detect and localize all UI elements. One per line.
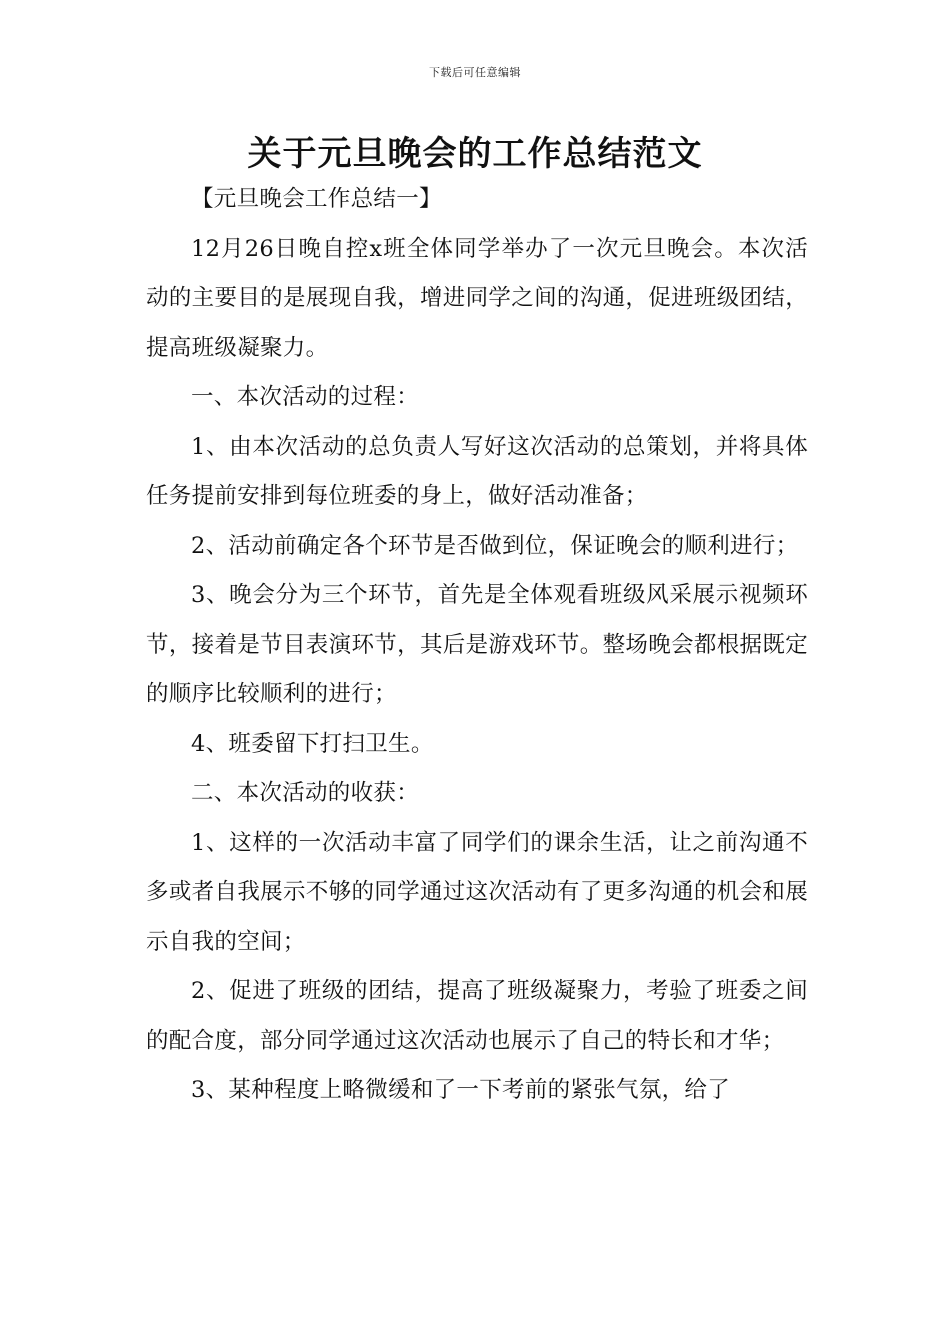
list-item: 3、某种程度上略微缓和了一下考前的紧张气氛，给了 [191, 1077, 731, 1103]
list-item: 4、班委留下打扫卫生。 [191, 730, 434, 757]
section-heading: 【元旦晚会工作总结一】 [191, 186, 442, 212]
list-item: 1、这样的一次活动丰富了同学们的课余生活，让之前沟通不多或者自我展示不够的同学通过这次活动有了更多沟通的机会和展示自我的空间； [146, 829, 808, 955]
list-item: 2、促进了班级的团结，提高了班级凝聚力，考验了班委之间的配合度，部分同学通过这次活动也展示了自己的特长和才华； [146, 978, 808, 1054]
list-item: 3、晚会分为三个环节，首先是全体观看班级风采展示视频环节，接着是节目表演环节，其后是游戏环节。整场晚会都根据既定的顺序比较顺利的进行； [146, 582, 808, 707]
section-heading: 二、本次活动的收获： [191, 780, 420, 806]
list-item: 1、由本次活动的总负责人写好这次活动的总策划，并将具体任务提前安排到每位班委的身上，做好活动准备； [146, 433, 808, 509]
list-item: 2、活动前确定各个环节是否做到位，保证晚会的顺利进行； [191, 532, 799, 559]
header-note: 下载后可任意编辑 [429, 66, 521, 79]
section-heading: 一、本次活动的过程： [191, 384, 420, 410]
document-title: 关于元旦晚会的工作总结范文 [247, 134, 703, 174]
document-body [146, 175, 808, 1116]
paragraph: 12月26日晚自控x班全体同学举办了一次元旦晚会。本次活动的主要目的是展现自我，增进同学之间的沟通，促进班级团结，提高班级凝聚力。 [146, 235, 808, 361]
